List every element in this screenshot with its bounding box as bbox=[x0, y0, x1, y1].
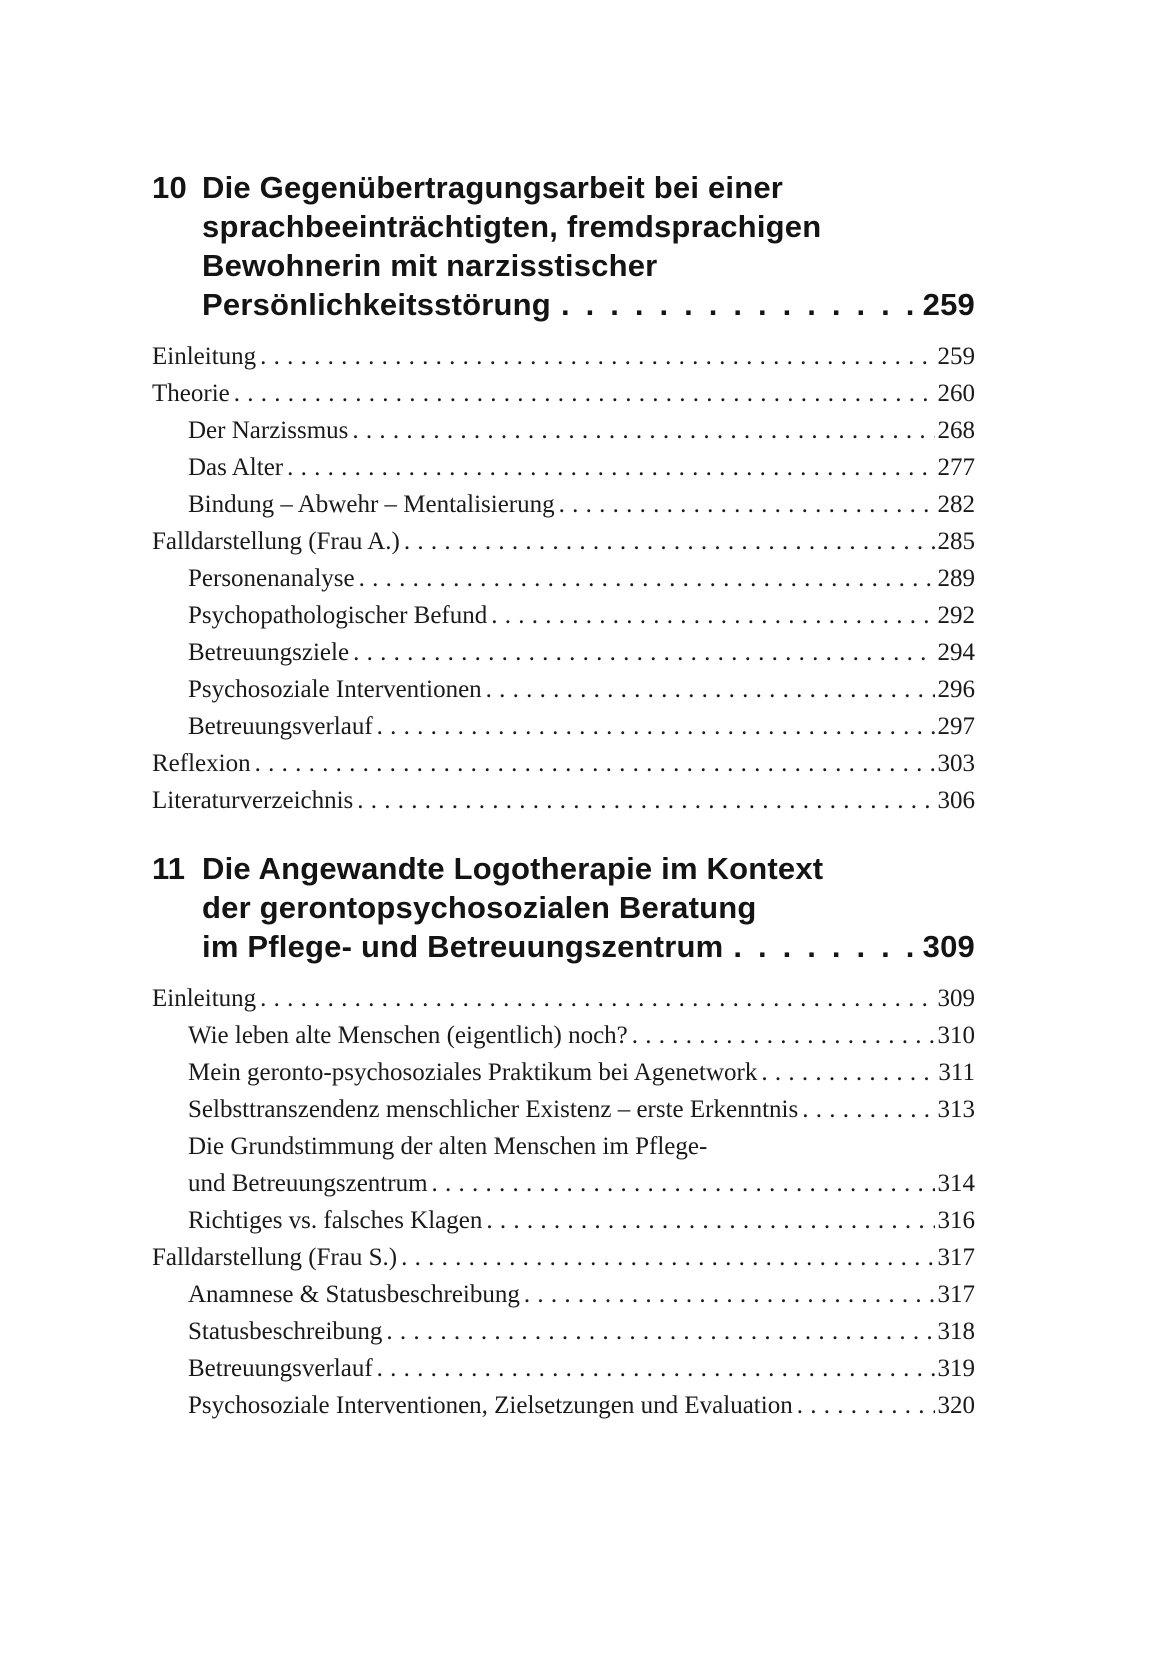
toc-entry bbox=[152, 634, 975, 671]
dot-leader bbox=[377, 708, 935, 745]
toc-entry-label: Einleitung bbox=[152, 343, 257, 370]
chapter-title-line: der gerontopsychosozialen Beratung bbox=[202, 890, 757, 925]
dot-leader bbox=[491, 597, 934, 634]
toc-entry bbox=[152, 560, 975, 597]
toc-entry-page-number: 268 bbox=[937, 417, 975, 444]
toc-entry-page-number: 320 bbox=[937, 1392, 975, 1419]
toc-entry bbox=[152, 671, 975, 708]
toc-entry-label: und Betreuungszentrum bbox=[188, 1170, 428, 1197]
toc-entry-page-number: 316 bbox=[937, 1207, 975, 1234]
dot-leader bbox=[561, 285, 913, 324]
toc-entry-page-number: 260 bbox=[937, 380, 975, 407]
dot-leader bbox=[797, 1387, 935, 1424]
toc-entry-label: Personenanalyse bbox=[188, 565, 355, 592]
dot-leader bbox=[432, 1165, 935, 1202]
toc-entry-page-number: 259 bbox=[937, 343, 975, 370]
toc-entry-page-number: 317 bbox=[937, 1281, 975, 1308]
dot-leader bbox=[486, 671, 935, 708]
chapter-page-number: 259 bbox=[922, 287, 975, 322]
toc-entry-label: Literaturverzeichnis bbox=[152, 787, 354, 814]
dot-leader bbox=[559, 486, 935, 523]
dot-leader bbox=[255, 745, 935, 782]
table-of-contents bbox=[152, 168, 975, 1438]
toc-entry bbox=[152, 1017, 975, 1054]
toc-entry-page-number: 306 bbox=[937, 787, 975, 814]
toc-entry bbox=[152, 1313, 975, 1350]
toc-entry-page-number: 317 bbox=[937, 1244, 975, 1271]
toc-entries bbox=[152, 980, 975, 1424]
dot-leader bbox=[260, 980, 934, 1017]
toc-entry bbox=[152, 980, 975, 1017]
chapter-title-last-line bbox=[202, 285, 975, 324]
chapter-title bbox=[202, 849, 975, 966]
toc-entry-page-number: 285 bbox=[937, 528, 975, 555]
chapter-title-line: Bewohnerin mit narzisstischer bbox=[202, 248, 658, 283]
toc-entry bbox=[152, 782, 975, 819]
toc-entry-label: Statusbeschreibung bbox=[188, 1318, 383, 1345]
toc-entry bbox=[152, 1128, 975, 1165]
toc-entry bbox=[152, 486, 975, 523]
toc-entry bbox=[152, 1091, 975, 1128]
toc-entry bbox=[152, 745, 975, 782]
toc-entry-label: Psychosoziale Interventionen bbox=[188, 676, 482, 703]
toc-entry-label: Das Alter bbox=[188, 454, 284, 481]
toc-entry bbox=[152, 1276, 975, 1313]
dot-leader bbox=[260, 338, 934, 375]
toc-entry bbox=[152, 597, 975, 634]
toc-entry-label: Einleitung bbox=[152, 985, 257, 1012]
toc-entry bbox=[152, 523, 975, 560]
toc-entry bbox=[152, 338, 975, 375]
toc-entry-label: Theorie bbox=[152, 380, 230, 407]
chapter-title bbox=[202, 168, 975, 324]
chapter-number: 11 bbox=[152, 851, 186, 886]
dot-leader bbox=[632, 1017, 935, 1054]
toc-entry bbox=[152, 375, 975, 412]
chapter-heading bbox=[152, 849, 975, 966]
toc-entry-page-number: 313 bbox=[937, 1096, 975, 1123]
dot-leader bbox=[352, 412, 934, 449]
dot-leader bbox=[386, 1313, 934, 1350]
toc-entry bbox=[152, 1239, 975, 1276]
toc-entry-page-number: 297 bbox=[937, 713, 975, 740]
toc-entry-page-number: 309 bbox=[937, 985, 975, 1012]
toc-entry-page-number: 277 bbox=[937, 454, 975, 481]
toc-entry-label: Richtiges vs. falsches Klagen bbox=[188, 1207, 483, 1234]
chapter-title-line: sprachbeeinträchtigten, fremdsprachigen bbox=[202, 209, 822, 244]
toc-entry-label: Anamnese & Statusbeschreibung bbox=[188, 1281, 520, 1308]
dot-leader bbox=[359, 560, 935, 597]
toc-entry-page-number: 282 bbox=[937, 491, 975, 518]
toc-entry-page-number: 318 bbox=[937, 1318, 975, 1345]
toc-entry-label: Betreuungsverlauf bbox=[188, 1355, 373, 1382]
toc-entry bbox=[152, 1054, 975, 1091]
toc-entry-label: Falldarstellung (Frau S.) bbox=[152, 1244, 398, 1271]
chapter-number: 10 bbox=[152, 170, 187, 205]
toc-entry bbox=[152, 1387, 975, 1424]
toc-entry-label: Psychosoziale Interventionen, Zielsetzungen und Evaluation bbox=[188, 1392, 793, 1419]
dot-leader bbox=[486, 1202, 934, 1239]
toc-entry-label: Psychopathologischer Befund bbox=[188, 602, 488, 629]
toc-entry-page-number: 289 bbox=[937, 565, 975, 592]
toc-entry-page-number: 292 bbox=[937, 602, 975, 629]
dot-leader bbox=[377, 1350, 935, 1387]
toc-entry-page-number: 314 bbox=[937, 1170, 975, 1197]
toc-entry-label: Die Grundstimmung der alten Menschen im Pflege- bbox=[188, 1133, 708, 1160]
toc-entry-page-number: 294 bbox=[937, 639, 975, 666]
chapter-title-text: im Pflege- und Betreuungszentrum bbox=[202, 929, 724, 964]
chapter-page-number: 309 bbox=[922, 929, 975, 964]
dot-leader bbox=[357, 782, 934, 819]
toc-entry bbox=[152, 1350, 975, 1387]
toc-entry-page-number: 310 bbox=[937, 1022, 975, 1049]
toc-entries bbox=[152, 338, 975, 819]
dot-leader bbox=[353, 634, 934, 671]
toc-entry-page-number: 296 bbox=[937, 676, 975, 703]
toc-entry-label: Betreuungsziele bbox=[188, 639, 350, 666]
toc-entry-page-number: 319 bbox=[937, 1355, 975, 1382]
dot-leader bbox=[524, 1276, 935, 1313]
toc-entry-label: Reflexion bbox=[152, 750, 251, 777]
toc-entry-label: Falldarstellung (Frau A.) bbox=[152, 528, 400, 555]
toc-entry-label: Selbsttranszendenz menschlicher Existenz – erste Erkenntnis bbox=[188, 1096, 799, 1123]
dot-leader bbox=[802, 1091, 934, 1128]
chapter-heading bbox=[152, 168, 975, 324]
toc-entry-page-number: 303 bbox=[937, 750, 975, 777]
toc-entry bbox=[152, 1202, 975, 1239]
dot-leader bbox=[733, 927, 912, 966]
toc-entry-continuation bbox=[152, 1165, 975, 1202]
dot-leader bbox=[761, 1054, 935, 1091]
dot-leader bbox=[234, 375, 935, 412]
toc-entry-label: Mein geronto-psychosoziales Praktikum bei Agenetwork bbox=[188, 1059, 758, 1086]
toc-entry-label: Betreuungsverlauf bbox=[188, 713, 373, 740]
dot-leader bbox=[401, 1239, 934, 1276]
chapter-title-last-line bbox=[202, 927, 975, 966]
dot-leader bbox=[404, 523, 935, 560]
chapter-title-text: Persönlichkeitsstörung bbox=[202, 287, 551, 322]
toc-entry-label: Bindung – Abwehr – Mentalisierung bbox=[188, 491, 555, 518]
chapter-title-line: Die Angewandte Logotherapie im Kontext bbox=[202, 851, 824, 886]
toc-entry-label: Wie leben alte Menschen (eigentlich) noch? bbox=[188, 1022, 628, 1049]
toc-entry-page-number: 311 bbox=[938, 1059, 975, 1086]
toc-entry bbox=[152, 449, 975, 486]
dot-leader bbox=[287, 449, 934, 486]
toc-entry bbox=[152, 412, 975, 449]
chapter-title-line: Die Gegenübertragungsarbeit bei einer bbox=[202, 170, 784, 205]
toc-entry bbox=[152, 708, 975, 745]
toc-entry-label: Der Narzissmus bbox=[188, 417, 349, 444]
